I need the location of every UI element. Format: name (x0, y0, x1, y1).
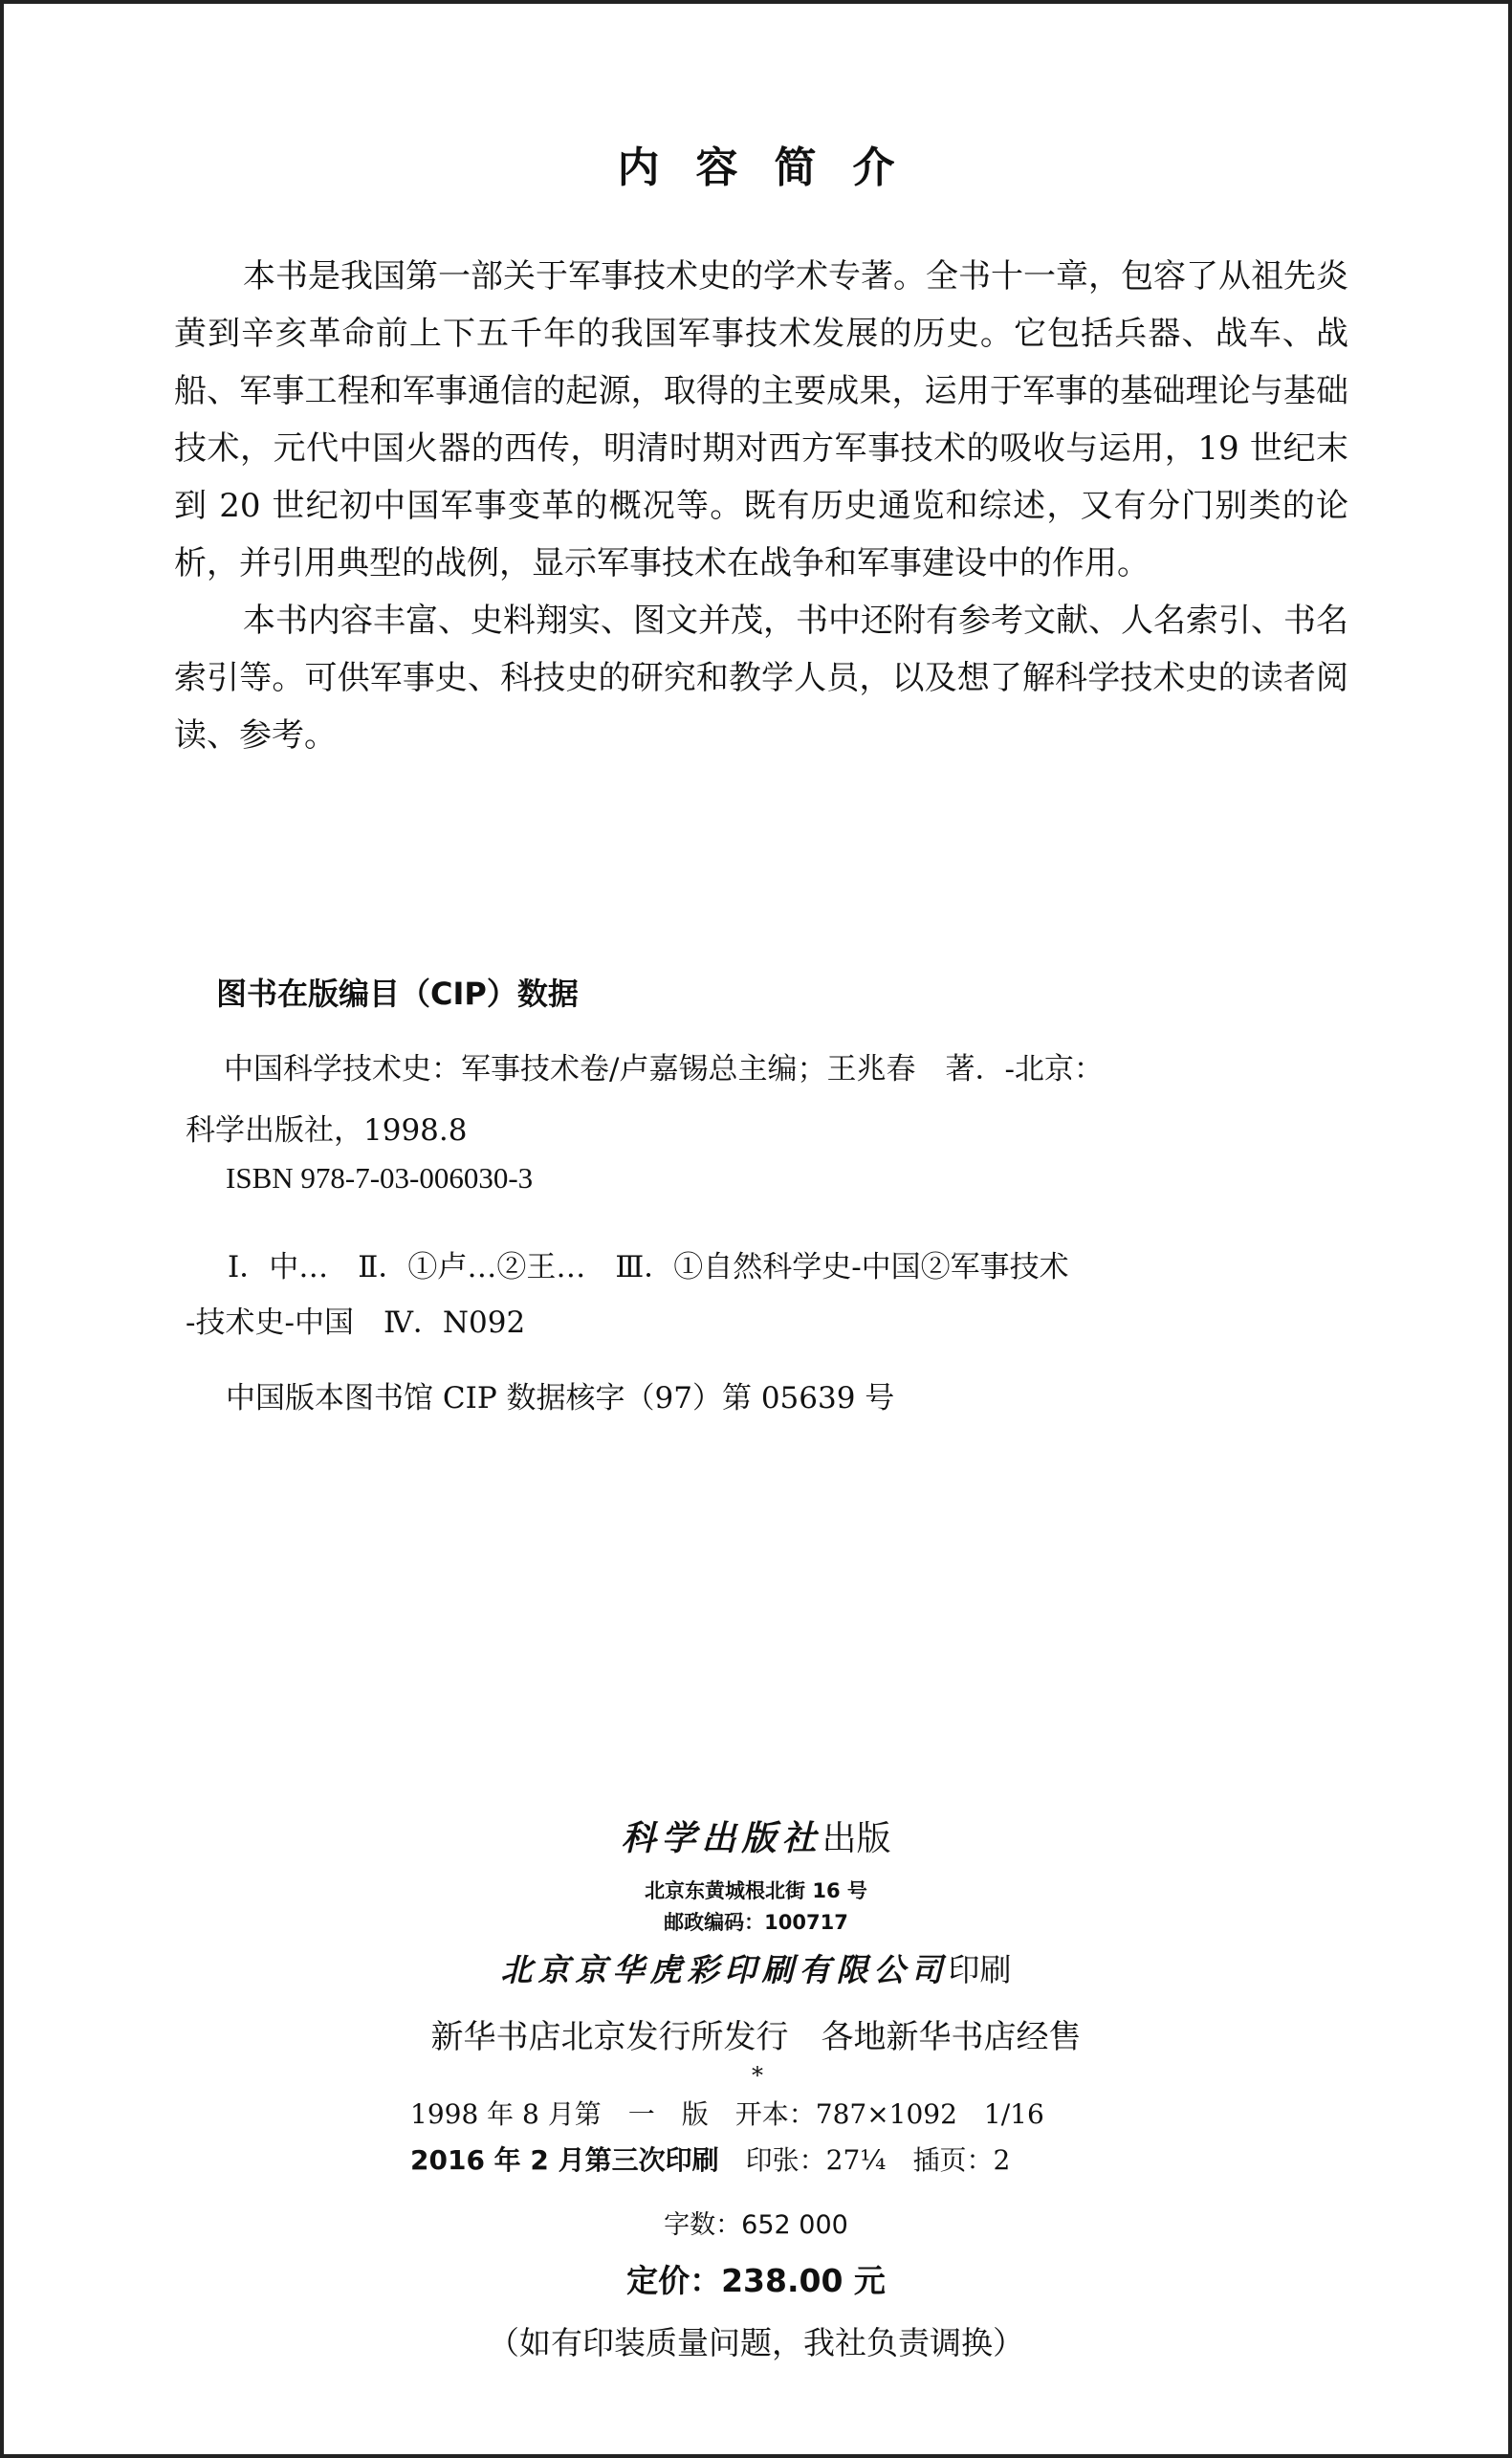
printer-logo-text: 北京京华虎彩印刷有限公司 (500, 1951, 949, 1988)
cip-publisher-line: 科学出版社，1998.8 (186, 1113, 468, 1148)
publisher-postcode: 邮政编码：100717 (664, 1911, 848, 1934)
summary-section (174, 248, 1348, 764)
quality-note: （如有印装质量问题，我社负责调换） (488, 2324, 1024, 2361)
cip-library-number: 中国版本图书馆 CIP 数据核字（97）第 05639 号 (226, 1381, 895, 1416)
printer-line (4, 1945, 1508, 1990)
isbn: ISBN 978-7-03-006030-3 (226, 1161, 534, 1195)
cip-title-line: 中国科学技术史：军事技术卷/卢嘉锡总主编；王兆春 著．-北京： (224, 1052, 1104, 1086)
cip-heading: 图书在版编目（CIP）数据 (216, 976, 579, 1012)
page-title: 内容简介 (617, 143, 931, 192)
publisher-line (4, 1811, 1508, 1860)
printing-line (410, 2140, 1010, 2178)
cip-classification-line: Ⅰ．中… Ⅱ．①卢…②王… Ⅲ．①自然科学史-中国②军事技术 (228, 1250, 1069, 1284)
separator-star: * (752, 2062, 763, 2089)
summary-paragraph: 本书是我国第一部关于军事技术史的学术专著。全书十一章，包容了从祖先炎黄到辛亥革命前上下五千年的我国军事技术发展的历史。它包括兵器、战车、战船、军事工程和军事通信的起源，取得的主要成果，运用于军事的基础理论与基础技术，元代中国火器的西传，明清时期对西方军事技术的吸收与运用，19 世纪末到 20 世纪初中国军事变革的概况等。既有历史通览和综述，又有分门别类的论析，并引用典型的战例，显示军事技术在战争和军事建设中的作用。 (174, 257, 1348, 582)
cip-classification-line: -技术史-中国 Ⅳ．N092 (186, 1306, 526, 1340)
publisher-address: 北京东黄城根北街 16 号 (645, 1879, 867, 1902)
printing-specs: 印张：27¼ 插页：2 (718, 2144, 1011, 2176)
word-count: 字数：652 000 (664, 2210, 848, 2240)
publisher-logo-text: 科学出版社 (621, 1818, 822, 1858)
publisher-suffix: 出版 (822, 1819, 891, 1858)
edition-line: 1998 年 8 月第 一 版 开本：787×1092 1/16 (410, 2098, 1044, 2130)
printing-date: 2016 年 2 月第三次印刷 (410, 2144, 719, 2176)
summary-paragraph: 本书内容丰富、史料翔实、图文并茂，书中还附有参考文献、人名索引、书名索引等。可供军事史、科技史的研究和教学人员，以及想了解科学技术史的读者阅读、参考。 (174, 602, 1348, 755)
price: 定价：238.00 元 (626, 2262, 886, 2299)
printer-suffix: 印刷 (948, 1951, 1012, 1988)
distribution-line: 新华书店北京发行所发行 各地新华书店经售 (430, 2018, 1082, 2056)
